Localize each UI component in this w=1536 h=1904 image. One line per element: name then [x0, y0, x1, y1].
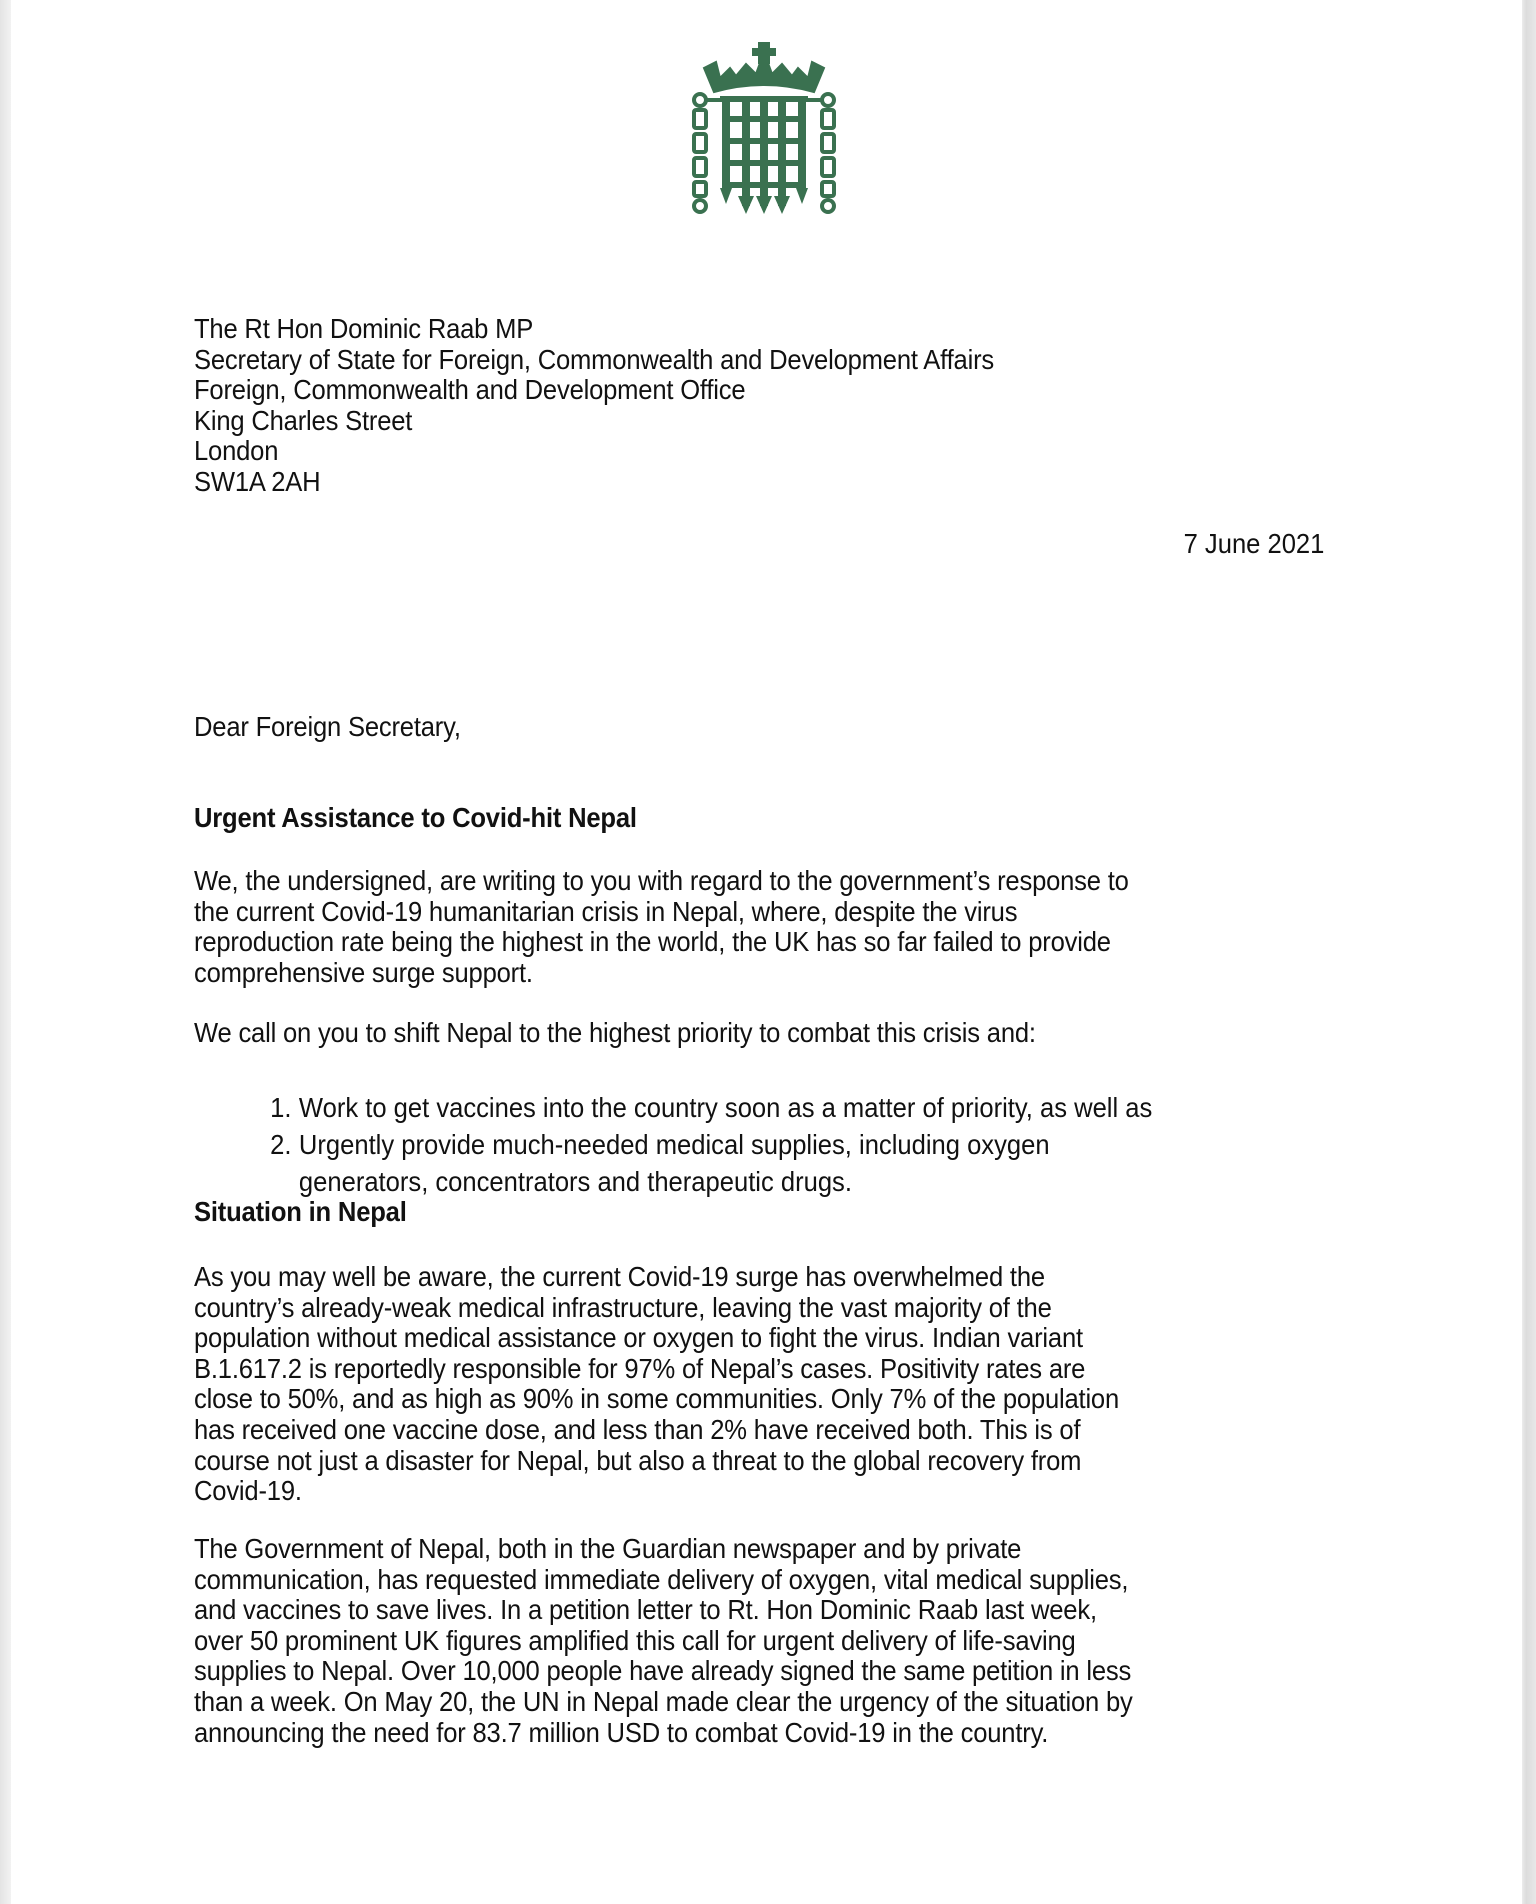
salutation: Dear Foreign Secretary, — [194, 711, 461, 742]
address-line: The Rt Hon Dominic Raab MP — [194, 313, 534, 344]
address-line: King Charles Street — [194, 404, 413, 436]
list-number: 1. — [270, 1092, 292, 1123]
government-paragraph — [194, 1534, 1133, 1748]
list-item-text: Urgently provide much-needed medical supplies, including oxygen — [298, 1129, 1050, 1160]
portcullis-crest-icon — [686, 38, 842, 218]
paragraph-line: We, the undersigned, are writing to you with regard to the government’s response to — [194, 865, 1129, 896]
address-line: SW1A 2AH — [194, 465, 321, 497]
paragraph-line: course not just a disaster for Nepal, but also a threat to the global recovery from — [194, 1444, 1082, 1476]
list-item-text: generators, concentrators and therapeutic drugs. — [298, 1166, 852, 1197]
page-edge-right — [1522, 0, 1536, 1904]
situation-paragraph — [194, 1262, 1119, 1507]
list-item — [258, 1126, 1152, 1200]
paragraph-line: over 50 prominent UK figures amplified this call for urgent delivery of life-saving — [194, 1624, 1076, 1656]
list-item — [258, 1089, 1152, 1126]
paragraph-line: comprehensive surge support. — [194, 956, 533, 988]
paragraph-line: country’s already-weak medical infrastructure, leaving the vast majority of the — [194, 1291, 1052, 1323]
paragraph-line: communication, has requested immediate delivery of oxygen, vital medical supplies, — [194, 1563, 1129, 1595]
paragraph-line: close to 50%, and as high as 90% in some communities. Only 7% of the population — [194, 1383, 1120, 1415]
list-number: 2. — [270, 1129, 292, 1160]
paragraph-line: has received one vaccine dose, and less than 2% have received both. This is of — [194, 1413, 1081, 1445]
page-edge-left — [0, 0, 11, 1904]
letter-date: 7 June 2021 — [1183, 528, 1324, 559]
letter-title: Urgent Assistance to Covid-hit Nepal — [194, 802, 637, 833]
paragraph-line: than a week. On May 20, the UN in Nepal made clear the urgency of the situation by — [194, 1685, 1133, 1717]
paragraph-line: As you may well be aware, the current Covid-19 surge has overwhelmed the — [194, 1261, 1045, 1292]
paragraph-line: supplies to Nepal. Over 10,000 people have already signed the same petition in less — [194, 1655, 1132, 1687]
address-line: Foreign, Commonwealth and Development Office — [194, 374, 746, 406]
recipient-address — [194, 314, 994, 498]
paragraph-line: population without medical assistance or oxygen to fight the virus. Indian variant — [194, 1322, 1083, 1354]
situation-heading: Situation in Nepal — [194, 1196, 407, 1227]
paragraph-line: B.1.617.2 is reportedly responsible for 97% of Nepal’s cases. Positivity rates are — [194, 1352, 1086, 1384]
paragraph-line: The Government of Nepal, both in the Guardian newspaper and by private — [194, 1533, 1022, 1564]
paragraph-line: Covid-19. — [194, 1475, 302, 1507]
paragraph-line: and vaccines to save lives. In a petition letter to Rt. Hon Dominic Raab last week, — [194, 1594, 1097, 1626]
paragraph-line: the current Covid-19 humanitarian crisis in Nepal, where, despite the virus — [194, 895, 1018, 927]
address-line: London — [194, 435, 279, 467]
paragraph-line: reproduction rate being the highest in the world, the UK has so far failed to provide — [194, 926, 1111, 958]
intro-paragraph — [194, 866, 1129, 988]
address-line: Secretary of State for Foreign, Commonwealth and Development Affairs — [194, 343, 995, 375]
list-item-text: Work to get vaccines into the country soon as a matter of priority, as well as — [298, 1092, 1153, 1123]
call-paragraph: We call on you to shift Nepal to the highest priority to combat this crisis and: — [194, 1017, 1036, 1048]
paragraph-line: announcing the need for 83.7 million USD to combat Covid-19 in the country. — [194, 1716, 1049, 1748]
requests-list — [258, 1089, 1152, 1200]
